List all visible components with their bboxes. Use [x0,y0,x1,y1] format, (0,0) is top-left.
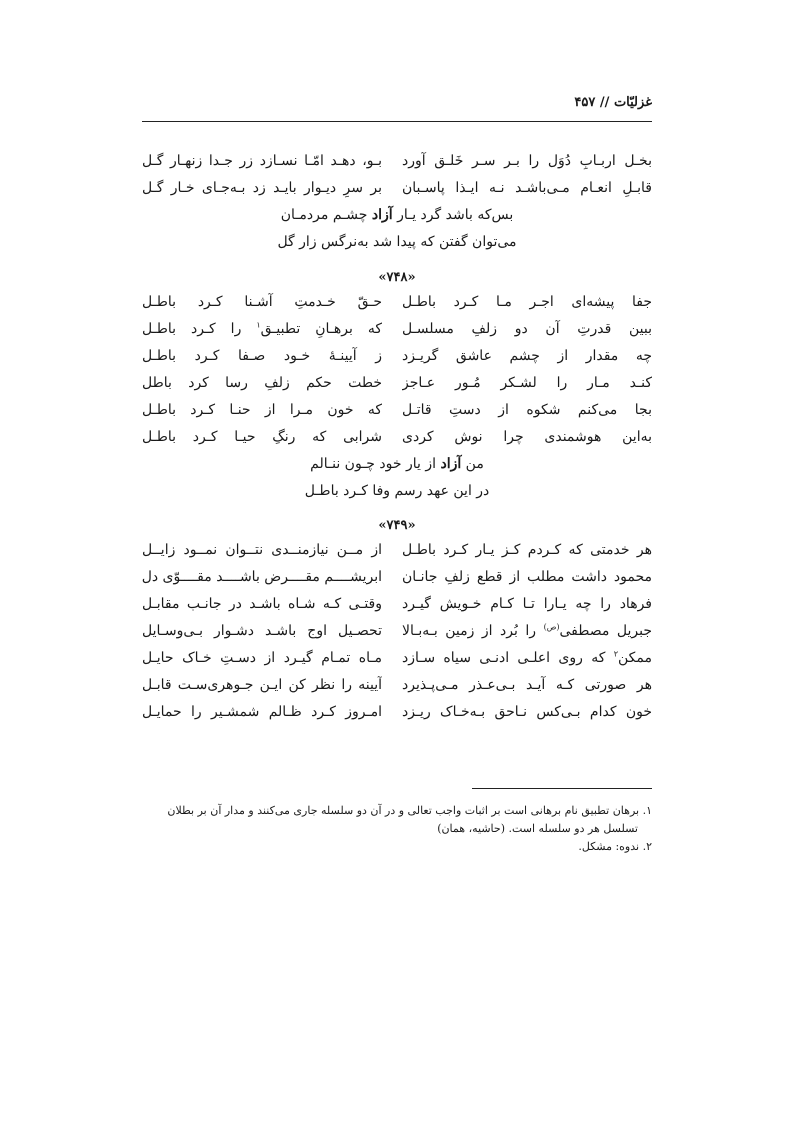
running-header [142,95,652,121]
hemistich-second: مـاه تمـام گیـرد از دسـتِ خـاک حایـل [142,650,382,666]
hemistich-first: خون کدام بـی‌کس نـاحق بـه‌خـاک ریـزد [402,704,652,720]
couplet [142,370,652,397]
hemistich-first: هر صورتی کـه آیـد بـی‌عـذر مـی‌پـذیرد [402,677,652,693]
couplet [142,316,652,343]
hemistich-second: از مــن نیازمنــدی نتــوان نمــود زایــل [142,542,382,558]
hemistich-first: قابـلِ انعـام مـی‌باشـد نـه ایـذا پاسـبان [402,180,652,196]
hemistich-first: هر خدمتی که کـردم کـز یـار کـرد باطـل [402,542,652,558]
hemistich-second: بر سرِ دیـوار بایـد زد بـه‌جـای خـار گـل [142,180,382,196]
footnotes [142,802,652,856]
closing-line: در این عهد رسم وفا کـرد باطـل [304,483,490,499]
poem-number: «۷۴۹» [378,518,416,533]
hemistich-second: خطت حکم زلفِ رسا کرد باطل [142,375,382,391]
hemistich-second: ابریشــــم مقــــرض باشــــد مقــــوّی دل [142,569,382,585]
couplet [142,175,652,202]
header-title: غزلیّات [613,95,652,110]
footnote-continuation: تسلسل هر دو سلسله است. (حاشیه، همان) [437,822,638,835]
couplet [142,537,652,564]
couplet [142,672,652,699]
footnote-rule [472,788,652,789]
footnote: ۲. ندوه: مشکل. [578,840,652,853]
closing-line: می‌توان گفتن که پیدا شد به‌نرگس زار گل [277,234,517,250]
couplet [142,424,652,451]
hemistich-first: جفا پیشه‌ای اجـر مـا کـرد باطـل [402,294,652,310]
hemistich-first: بخـل اربـابِ دُوَل را بـر سـر خَلـق آورد [402,153,652,169]
hemistich-first: چه مقدار از چشم عاشق گریـزد [402,348,652,364]
hemistich-first: ممکن$^۲$ که روی اعلـی ادنـی سیاه سـازد [402,649,652,666]
header-page-number: ۴۵۷ [574,95,596,110]
poet-name: آزاد [440,456,462,472]
hemistich-second: ز آیینـۀ خـود صـفا کـرد باطـل [142,348,382,364]
couplet [142,645,652,672]
hemistich-second: که خون مـرا از حنـا کـرد باطـل [142,402,382,418]
hemistich-second: تحصـیل اوج باشـد دشـوار بـی‌وسـایل [142,623,382,639]
couplet [142,148,652,175]
hemistich-second: که برهـانِ تطبیـق$^۱$ را کـرد باطـل [142,320,382,337]
hemistich-first: جبریل مصطفی$^{(ص)}$ را بُرد از زمین بـه‌بـالا [402,622,652,639]
hemistich-first: بجا می‌کنم شکوه از دستِ قاتـل [402,402,652,418]
hemistich-first: به‌این هوشمندی چرا نوش کردی [402,429,652,445]
footnote-marker: ۲ [613,649,619,659]
hemistich-second: آیینه را نظر کن ایـن جـوهری‌سـت قابـل [142,677,382,693]
hemistich-second: وقتـی کـه شـاه باشـد در جانـب مقابـل [142,596,382,612]
hemistich-first: محمود داشت مطلب از قطع زلفِ جانـان [402,569,652,585]
couplet [142,618,652,645]
couplet [142,591,652,618]
hemistich-second: بـو، دهـد امّـا نسـازد زر جـدا زنهـار گـل [142,153,382,169]
hemistich-first: ببین قدرتِ آن دو زلفِ مسلسـل [402,321,652,337]
honorific-marker: (ص) [543,622,560,632]
hemistich-first: کنـد مـار را لشـکر مُـور عـاجز [402,375,652,391]
couplet [142,397,652,424]
header-separator: // [599,95,610,110]
hemistich-second: حـقّ خـدمتِ آشـنا کـرد باطـل [142,294,382,310]
closing-line: بس‌که باشد گرد یـار آزاد چشـم مردمـان [280,207,514,223]
hemistich-second: امـروز کـرد ظـالم شمشـیر را حمایـل [142,704,382,720]
couplet [142,699,652,726]
couplet [142,343,652,370]
header-rule [142,121,652,122]
poem-number: «۷۴۸» [378,270,416,285]
footnote: ۱. برهان تطبیق نام برهانی است بر اثبات واجب تعالی و در آن دو سلسله جاری می‌کنند و مدار آن بر بطلان [167,804,652,817]
couplet [142,564,652,591]
closing-line: من آزاد از یار خود چـون ننـالم [310,456,484,472]
poem-749 [142,537,652,726]
poem-fragment [142,148,652,256]
hemistich-second: شرابی که رنگِ حیـا کـرد باطـل [142,429,382,445]
poet-name: آزاد [371,207,393,223]
footnote-marker: ۱ [256,320,261,330]
hemistich-first: فرهاد را چه یـارا تـا کـام خـویش گیـرد [402,596,652,612]
poem-748 [142,289,652,505]
couplet [142,289,652,316]
